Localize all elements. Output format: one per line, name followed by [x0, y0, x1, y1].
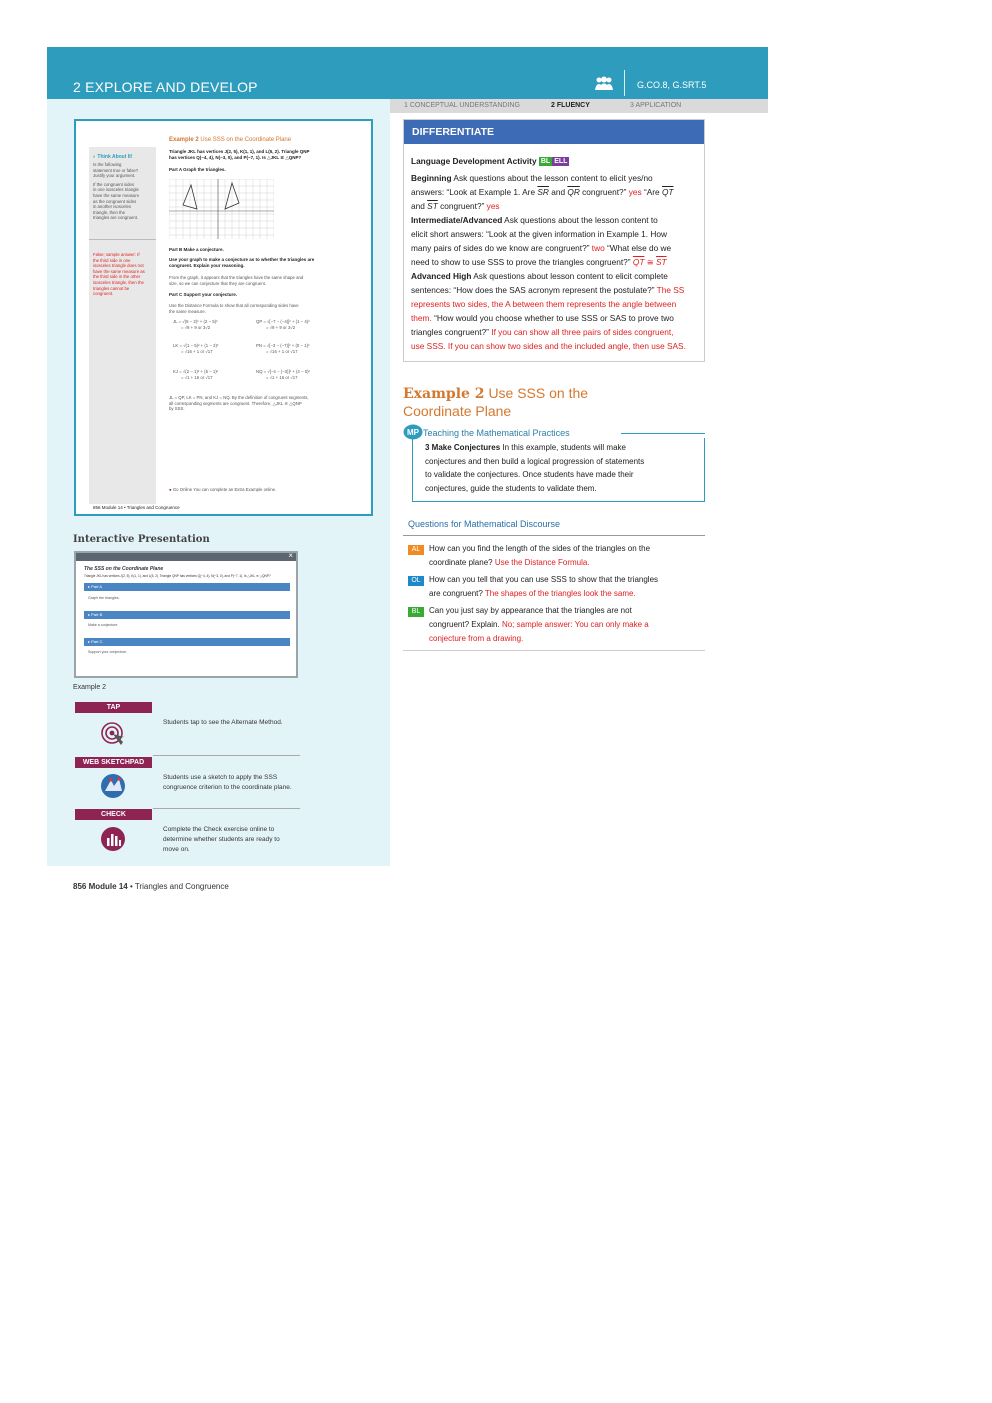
sidebar-answer: False; sample answer: If the third side in one isosceles triangle does not have the same measure as the third side in the other isosceles triangle, then the triangles cannot be congruent.: [93, 252, 145, 297]
close-icon[interactable]: ×: [288, 551, 293, 560]
student-page-footer: 856 Module 14 • Triangles and Congruence: [93, 505, 180, 510]
check-chart-icon[interactable]: [100, 826, 126, 852]
lightbulb-icon: ◐: [93, 154, 98, 160]
equation-jl: JL = √(5 − 2)² + (2 − 5)² = √9 + 9 or 3√2: [173, 319, 218, 330]
differentiate-box: [403, 119, 705, 362]
equation-nq: NQ = √[−4 − (−3)]² + (4 − 0)² = √1 + 16 or √17: [256, 369, 310, 380]
step-part-b[interactable]: ▸ Part B: [84, 611, 290, 619]
coordinate-graph: [169, 179, 274, 239]
check-description: Complete the Check exercise online to determine whether students are ready to move on.: [163, 826, 280, 853]
part-c-label: Part C Support your conjecture.: [169, 292, 238, 297]
tap-icon[interactable]: [100, 721, 126, 747]
go-online-note: ● Go Online You can complete an Extra Example online.: [169, 487, 277, 492]
web-sketchpad-icon[interactable]: [100, 773, 126, 799]
interactive-caption: Example 2: [73, 684, 107, 691]
differentiate-header: DIFFERENTIATE: [404, 120, 704, 144]
discourse-title: Questions for Mathematical Discourse: [408, 519, 561, 529]
interactive-presentation-screen[interactable]: [74, 551, 298, 678]
part-b-label: Part B Make a conjecture.: [169, 247, 224, 252]
feature-divider: [153, 808, 300, 809]
standards-label: G.CO.8, G.SRT.5: [637, 80, 707, 90]
check-label: CHECK: [75, 809, 152, 820]
question-al: How can you find the length of the sides of the triangles on the coordinate plane? Use the Distance Formula.: [429, 544, 651, 567]
web-sketchpad-label: WEB SKETCHPAD: [75, 757, 152, 768]
tab-fluency[interactable]: 2 FLUENCY: [551, 102, 590, 109]
part-a-label: Part A Graph the triangles.: [169, 167, 226, 172]
group-icon: [595, 76, 613, 91]
tap-description: Students tap to see the Alternate Method.: [163, 719, 283, 726]
beginning-paragraph: Beginning Ask questions about the lesson content to elicit yes/no answers: “Look at Example 1. Are $\overline{SR}$ and $\overline{QR}$ congruent?” yes “Are $\overline{QT}$ and $\overline{ST}$ congruent?” yes: [411, 173, 674, 211]
sidebar-question: Is the following statement true or false? Justify your argument. If the congruent sides in one isosceles triangle have the same measure as the congruent sides in another isosceles triangle, then the triangles are congruent.: [93, 162, 140, 221]
step-part-b-detail: Make a conjecture.: [88, 623, 119, 627]
ol-badge: OL: [408, 576, 424, 586]
screen-problem: Triangle JKL has vertices J(2, 5), K(1, 1), and L(5, 2). Triangle QNP has vertices Q(−4, 4), N(−3, 0), and P(−7, 1). Is △JKL ≅ △QNP?: [84, 574, 271, 578]
advanced-high-paragraph: Advanced High Ask questions about lesson content to elicit complete sentences: “How does the SAS acronym represent the postulate?” The SS represents two sides, the A between them represents the angle between them. “How would you choose whether to use SSS or SAS to prove two triangles congruent?” If you can show all three pairs of sides congruent, use SSS. If you can show two sides and the included angle, then use SAS.: [411, 271, 686, 351]
tab-conceptual-understanding[interactable]: 1 CONCEPTUAL UNDERSTANDING: [404, 102, 520, 109]
teaching-practices-title: Teaching the Mathematical Practices: [423, 428, 570, 438]
svg-text:MP: MP: [407, 428, 419, 437]
sidebar-divider: [89, 239, 156, 240]
bl-tag: BL: [540, 158, 551, 165]
teaching-practices-box: [412, 438, 705, 502]
equation-pn: PN = √[−3 − (−7)]² + (0 − 1)² = √16 + 1 or √17: [256, 343, 310, 354]
header-divider: [624, 70, 625, 96]
web-sketchpad-description: Students use a sketch to apply the SSS congruence criterion to the coordinate plane.: [163, 774, 292, 791]
screen-titlebar: [76, 553, 296, 561]
part-b-prompt: Use your graph to make a conjecture as to whether the triangles are congruent. Explain your reasoning.: [169, 257, 315, 268]
part-c-text: Use the Distance Formula to show that all corresponding sides have the same measure.: [169, 303, 299, 314]
step-part-a[interactable]: ▸ Part A: [84, 583, 290, 591]
question-bl: Can you just say by appearance that the triangles are not congruent? Explain. No; sample answer: You can only make a conjecture from a drawing.: [429, 606, 649, 643]
equation-kj: KJ = √(2 − 1)² + (5 − 1)² = √1 + 16 or √17: [173, 369, 219, 380]
language-development-title: Language Development Activity BL ELL: [411, 156, 568, 166]
tab-application[interactable]: 3 APPLICATION: [630, 102, 682, 109]
example-2-heading: Example 2 Use SSS on the Coordinate Plane: [403, 385, 589, 419]
ell-tag: ELL: [554, 158, 568, 165]
bl-badge: BL: [408, 607, 424, 617]
expand-icon: ▸: [88, 639, 92, 644]
discourse-rule: [403, 535, 705, 536]
sidebar-title: ◐ Think About It!: [93, 154, 133, 160]
part-b-answer: From the graph, it appears that the triangles have the same shape and size, so we can conjecture that they are congruent.: [169, 275, 304, 286]
section-title: 2 EXPLORE AND DEVELOP: [73, 79, 258, 95]
equation-lk: LK = √(1 − 5)² + (1 − 2)² = √16 + 1 or √17: [173, 343, 219, 354]
teaching-practices-text: 3 Make Conjectures In this example, students will make conjectures and then build a logical progression of statements to validate the conjectures. Once students have made their conjectures, guide the students to validate them.: [425, 443, 645, 493]
think-about-it-sidebar: [89, 147, 156, 504]
interactive-presentation-heading: Interactive Presentation: [73, 534, 210, 545]
student-example-heading: Example 2 Use SSS on the Coordinate Plane: [169, 137, 292, 143]
section-header: [47, 47, 768, 99]
go-online-icon: ●: [169, 487, 172, 492]
question-ol: How can you tell that you can use SSS to show that the triangles are congruent? The shapes of the triangles look the same.: [429, 575, 659, 598]
equation-qp: QP = √[−7 − (−4)]² + (1 − 4)² = √9 + 9 or 3√2: [256, 319, 310, 330]
conclusion-text: JL = QP, LK = PN, and KJ = NQ. By the definition of congruent segments, all corresponding segments are congruent. Therefore, △JKL ≅ △QNP by SSS.: [169, 395, 309, 412]
expand-icon: ▸: [88, 612, 92, 617]
step-part-c-detail: Support your conjecture.: [88, 650, 128, 654]
al-badge: AL: [408, 545, 424, 555]
tab-bar: [390, 99, 768, 113]
expand-icon: ▸: [88, 584, 92, 589]
tap-label: TAP: [75, 702, 152, 713]
step-part-c[interactable]: ▸ Part C: [84, 638, 290, 646]
student-page-thumbnail: [74, 119, 373, 516]
page-footer: 856 Module 14 • Triangles and Congruence: [73, 882, 229, 891]
step-part-a-detail: Graph the triangles.: [88, 596, 120, 600]
student-problem: Triangle JKL has vertices J(2, 5), K(1, 1), and L(5, 2). Triangle QNP has vertices Q(−4, 4), N(−3, 0), and P(−7, 1). Is △JKL ≅ △QNP?: [169, 149, 310, 160]
feature-divider: [153, 755, 300, 756]
discourse-bottom-rule: [403, 650, 705, 651]
intermediate-paragraph: Intermediate/Advanced Ask questions about the lesson content to elicit short answers: “Look at the given information in Example 1. How many pairs of sides do we know are congruent?” two “What else do we need to show to use SSS to prove the triangles congruent?” $\overline{QT}$ ≅ $\overline{ST}$: [411, 215, 672, 267]
title-rule: [621, 433, 705, 434]
screen-title: The SSS on the Coordinate Plane: [84, 566, 164, 572]
